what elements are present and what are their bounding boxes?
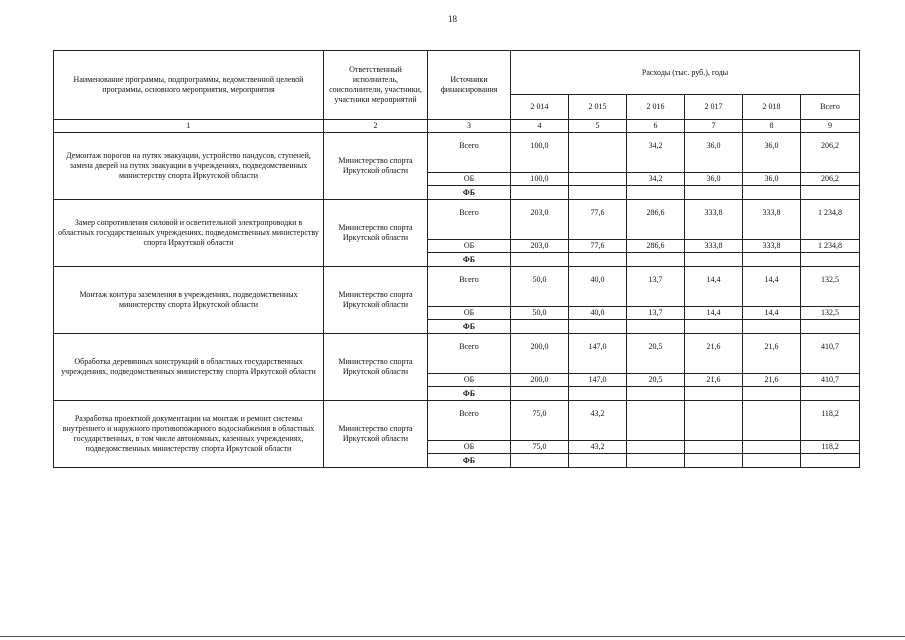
value-total: 36,0 [685, 133, 743, 173]
value-total: 20,5 [627, 334, 685, 374]
value-ob [743, 441, 801, 454]
value-total: 77,6 [569, 200, 627, 240]
source-ob: ОБ [428, 374, 511, 387]
value-fb [569, 186, 627, 200]
budget-table [53, 50, 860, 468]
value-total: 206,2 [801, 133, 860, 173]
value-ob: 36,0 [743, 173, 801, 186]
value-ob: 43,2 [569, 441, 627, 454]
value-ob: 40,0 [569, 307, 627, 320]
activity-executor: Министерство спорта Иркутской области [324, 401, 428, 468]
value-ob: 77,6 [569, 240, 627, 253]
value-fb [685, 454, 743, 468]
value-total: 43,2 [569, 401, 627, 441]
source-fb: ФБ [428, 454, 511, 468]
value-fb [743, 320, 801, 334]
activity-name: Демонтаж порогов на путях эвакуации, устройство пандусов, ступеней, замена дверей на путях эвакуации в учреждениях, подведомственных министерству спорта Иркутской области [54, 133, 324, 200]
value-fb [511, 320, 569, 334]
header-name: Наименование программы, подпрограммы, ведомственной целевой программы, основного мероприятия, мероприятия [54, 51, 324, 120]
source-ob: ОБ [428, 173, 511, 186]
activity-executor: Министерство спорта Иркутской области [324, 133, 428, 200]
table-header [54, 51, 860, 133]
value-fb [627, 320, 685, 334]
header-year: 2 017 [685, 95, 743, 120]
value-total: 14,4 [743, 267, 801, 307]
value-ob: 147,0 [569, 374, 627, 387]
activity-name: Обработка деревянных конструкций в областных государственных учреждениях, подведомственных министерству спорта Иркутской области [54, 334, 324, 401]
source-total: Всего [428, 133, 511, 173]
value-fb [511, 253, 569, 267]
value-fb [627, 253, 685, 267]
value-ob: 36,0 [685, 173, 743, 186]
value-ob: 1 234,8 [801, 240, 860, 253]
value-fb [627, 186, 685, 200]
value-fb [569, 253, 627, 267]
value-ob: 50,0 [511, 307, 569, 320]
value-ob: 21,6 [685, 374, 743, 387]
value-ob: 132,5 [801, 307, 860, 320]
value-total: 50,0 [511, 267, 569, 307]
value-fb [627, 454, 685, 468]
value-total: 410,7 [801, 334, 860, 374]
source-total: Всего [428, 401, 511, 441]
value-fb [569, 454, 627, 468]
index-cell: 6 [627, 120, 685, 133]
value-total: 203,0 [511, 200, 569, 240]
source-fb: ФБ [428, 320, 511, 334]
value-ob: 21,6 [743, 374, 801, 387]
value-fb [627, 387, 685, 401]
header-executor: Ответственный исполнитель, соисполнители, участники, участники мероприятий [324, 51, 428, 120]
index-cell: 8 [743, 120, 801, 133]
index-cell: 4 [511, 120, 569, 133]
table-body [54, 133, 860, 468]
value-total: 132,5 [801, 267, 860, 307]
source-ob: ОБ [428, 307, 511, 320]
header-expenses: Расходы (тыс. руб.), годы [511, 51, 860, 95]
value-fb [685, 253, 743, 267]
source-total: Всего [428, 200, 511, 240]
source-fb: ФБ [428, 186, 511, 200]
index-cell: 3 [428, 120, 511, 133]
value-ob: 14,4 [685, 307, 743, 320]
header-total: Всего [801, 95, 860, 120]
value-total: 147,0 [569, 334, 627, 374]
table-row-total [54, 401, 860, 441]
index-cell: 7 [685, 120, 743, 133]
header-sources: Источники финансирования [428, 51, 511, 120]
activity-name: Замер сопротивления силовой и осветительной электропроводки в областных государственных учреждениях, подведомственных министерству спорта Иркутской области [54, 200, 324, 267]
index-cell: 5 [569, 120, 627, 133]
value-total: 333,8 [743, 200, 801, 240]
source-total: Всего [428, 334, 511, 374]
activity-executor: Министерство спорта Иркутской области [324, 267, 428, 334]
table-row-total [54, 133, 860, 173]
value-total: 13,7 [627, 267, 685, 307]
value-fb [685, 186, 743, 200]
index-cell: 1 [54, 120, 324, 133]
value-total: 36,0 [743, 133, 801, 173]
value-total [685, 401, 743, 441]
value-ob [569, 173, 627, 186]
value-ob: 75,0 [511, 441, 569, 454]
value-fb [801, 454, 860, 468]
value-ob: 14,4 [743, 307, 801, 320]
value-fb [685, 320, 743, 334]
value-ob: 118,2 [801, 441, 860, 454]
page-bottom-line [0, 636, 905, 637]
value-ob: 34,2 [627, 173, 685, 186]
value-ob [627, 441, 685, 454]
index-cell: 2 [324, 120, 428, 133]
value-total: 21,6 [743, 334, 801, 374]
value-total: 118,2 [801, 401, 860, 441]
value-total [743, 401, 801, 441]
value-fb [743, 387, 801, 401]
source-fb: ФБ [428, 253, 511, 267]
index-row [54, 120, 860, 133]
value-total [627, 401, 685, 441]
value-total: 200,0 [511, 334, 569, 374]
source-total: Всего [428, 267, 511, 307]
value-fb [743, 454, 801, 468]
value-fb [801, 320, 860, 334]
value-fb [511, 454, 569, 468]
table-row-total [54, 267, 860, 307]
activity-executor: Министерство спорта Иркутской области [324, 200, 428, 267]
value-total: 333,8 [685, 200, 743, 240]
value-ob: 410,7 [801, 374, 860, 387]
page-number: 18 [448, 14, 457, 24]
value-fb [801, 186, 860, 200]
source-ob: ОБ [428, 441, 511, 454]
value-ob: 13,7 [627, 307, 685, 320]
source-fb: ФБ [428, 387, 511, 401]
value-ob: 100,0 [511, 173, 569, 186]
value-total: 14,4 [685, 267, 743, 307]
value-fb [801, 387, 860, 401]
value-fb [685, 387, 743, 401]
value-ob: 200,0 [511, 374, 569, 387]
value-ob: 286,6 [627, 240, 685, 253]
value-total: 286,6 [627, 200, 685, 240]
value-total: 1 234,8 [801, 200, 860, 240]
value-fb [743, 253, 801, 267]
header-year: 2 018 [743, 95, 801, 120]
header-year: 2 016 [627, 95, 685, 120]
header-year: 2 015 [569, 95, 627, 120]
value-fb [569, 320, 627, 334]
value-ob [685, 441, 743, 454]
value-ob: 333,8 [685, 240, 743, 253]
value-fb [511, 186, 569, 200]
table-row-total [54, 200, 860, 240]
value-total: 75,0 [511, 401, 569, 441]
value-fb [801, 253, 860, 267]
value-ob: 206,2 [801, 173, 860, 186]
value-fb [569, 387, 627, 401]
header-year: 2 014 [511, 95, 569, 120]
table-row-total [54, 334, 860, 374]
value-ob: 333,8 [743, 240, 801, 253]
value-total: 34,2 [627, 133, 685, 173]
value-ob: 20,5 [627, 374, 685, 387]
activity-name: Монтаж контура заземления в учреждениях, подведомственных министерству спорта Иркутской области [54, 267, 324, 334]
value-total: 100,0 [511, 133, 569, 173]
source-ob: ОБ [428, 240, 511, 253]
value-total: 21,6 [685, 334, 743, 374]
value-ob: 203,0 [511, 240, 569, 253]
value-fb [511, 387, 569, 401]
activity-executor: Министерство спорта Иркутской области [324, 334, 428, 401]
activity-name: Разработка проектной документации на монтаж и ремонт системы внутреннего и наружного противопожарного водоснабжения в областных государственных, в том числе автономных, казенных учреждениях, подведомственных министерству спорта Иркутской области [54, 401, 324, 468]
value-total: 40,0 [569, 267, 627, 307]
index-cell: 9 [801, 120, 860, 133]
value-fb [743, 186, 801, 200]
value-total [569, 133, 627, 173]
